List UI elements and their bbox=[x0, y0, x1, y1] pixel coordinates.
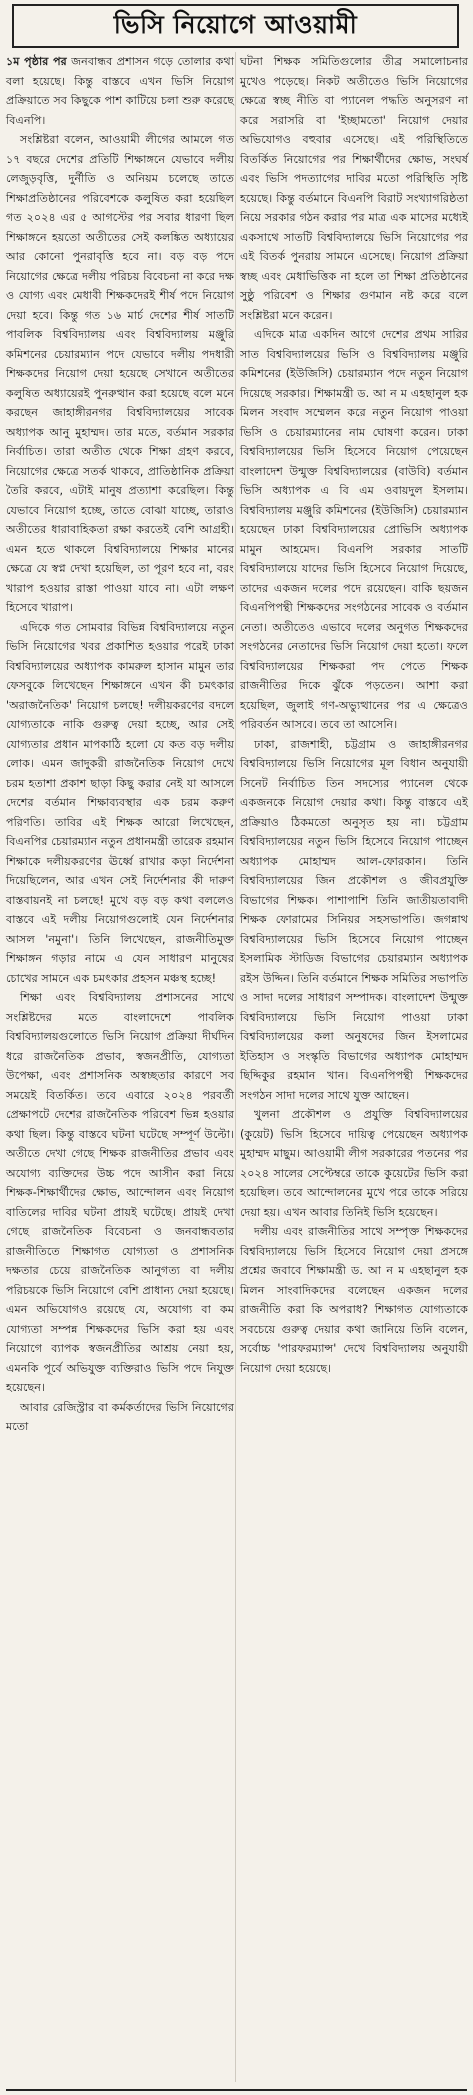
left-paragraph-5: আবার রেজিস্ট্রার বা কর্মকর্তাদের ভিসি নিয়োগের মতো bbox=[6, 1400, 234, 1433]
right-paragraph-2: এদিকে মাত্র একদিন আগে দেশের প্রথম সারির সাত বিশ্ববিদ্যালয়ের ভিসি ও বিশ্ববিদ্যালয় মঞ্জুরি কমিশনের (ইউজিসি) চেয়ারম্যান পদে নতুন নিয়োগ দিয়েছে সরকার। শিক্ষামন্ত্রী ড. আ ন ম এহছানুল হক মিলন সংবাদ সম্মেলন করে নতুন নিয়োগ পাওয়া ভিসি ও চেয়ারম্যানের নাম ঘোষণা করেন। ঢাকা বিশ্ববিদ্যালয়ের ভিসি হিসেবে নিয়োগ পেয়েছেন বাংলাদেশ উন্মুক্ত বিশ্ববিদ্যালয়ের (বাউবি) বর্তমান ভিসি অধ্যাপক এ বি এম ওবায়দুল ইসলাম। বিশ্ববিদ্যালয় মঞ্জুরি কমিশনের (ইউজিসি) চেয়ারম্যান হয়েছেন ঢাকা বিশ্ববিদ্যালয়ের প্রোভিসি অধ্যাপক মামুন আহমেদ। বিএনপি সরকার সাতটি বিশ্ববিদ্যালয়ে যাদের ভিসি হিসেবে নিয়োগ দিয়েছে, তাদের একজন দলের পদে রয়েছেন। বাকি ছয়জন বিএনপিপন্থী শিক্ষকদের সংগঠনের সাবেক ও বর্তমান নেতা। অতীতেও এভাবে দলের অনুগত শিক্ষকদের সংগঠনের নেতাদের ভিসি নিয়োগ দেয়া হতো। ফলে বিশ্ববিদ্যালয়ের শিক্ষকরা পদ পেতে শিক্ষক রাজনীতির দিকে ঝুঁকে পড়তেন। আশা করা হয়েছিল, জুলাই গণ-অভ্যুত্থানের পর এ ক্ষেত্রেও পরিবর্তন আসবে। তবে তা আসেনি। bbox=[240, 328, 468, 731]
right-column bbox=[240, 52, 468, 1378]
right-paragraph-3: ঢাকা, রাজশাহী, চট্টগ্রাম ও জাহাঙ্গীরনগর বিশ্ববিদ্যালয়ে ভিসি নিয়োগের মূল বিধান অনুযায়ী সিনেট নির্বাচিত তিন সদস্যের প্যানেল থেকে একজনকে নিয়োগ দেয়ার কথা। কিন্তু বাস্তবে এই প্রক্রিয়াও ঠিকমতো অনুসৃত হয় না। চট্টগ্রাম বিশ্ববিদ্যালয়ের নতুন ভিসি হিসেবে নিয়োগ পাচ্ছেন অধ্যাপক মোহাম্মদ আল-ফোরকান। তিনি বিশ্ববিদ্যালয়ের জিন প্রকৌশল ও জীবপ্রযুক্তি বিভাগের শিক্ষক। পাশাপাশি তিনি জাতীয়তাবাদী শিক্ষক ফোরামের সিনিয়র সহসভাপতি। জগন্নাথ বিশ্ববিদ্যালয়ের ভিসি হিসেবে নিয়োগ পাচ্ছেন ইসলামিক স্টাডিজ বিভাগের চেয়ারম্যান অধ্যাপক রইস উদ্দিন। তিনি বর্তমানে শিক্ষক সমিতির সভাপতি ও সাদা দলের সাধারণ সম্পাদক। বাংলাদেশ উন্মুক্ত বিশ্ববিদ্যালয়ে ভিসি নিয়োগ পাওয়া ঢাকা বিশ্ববিদ্যালয়ের কলা অনুষদের জিন ইসলামের ইতিহাস ও সংস্কৃতি বিভাগের অধ্যাপক মোহাম্মদ ছিদ্দিকুর রহমান খান। বিএনপিপন্থী শিক্ষকদের সংগঠন সাদা দলের সাথে যুক্ত আছেন। bbox=[240, 737, 468, 1102]
bottom-rule bbox=[6, 2089, 467, 2091]
headline: ভিসি নিয়োগে আওয়ামী bbox=[113, 9, 358, 39]
left-paragraph-2: সংশ্লিষ্টরা বলেন, আওয়ামী লীগের আমলে গত ১৭ বছরে দেশের প্রতিটি শিক্ষাঙ্গনে যেভাবে দলীয় লেজুড়বৃত্তি, দুর্নীতি ও অনিয়ম চলেছে তাতে শিক্ষাপ্রতিষ্ঠানের পরিবেশকে কলুষিত করা হয়েছিল গত ২০২৪ এর ৫ আগস্টের পর সবার ধারণা ছিল শিক্ষাঙ্গনে হয়তো অতীতের সেই কলঙ্কিত অধ্যায়ের আর কোনো পুনরাবৃত্তি হবে না। বড় বড় পদে নিয়োগের ক্ষেত্রে দলীয় পরিচয় বিবেচনা না করে দক্ষ ও যোগ্য এবং মেধাবী শিক্ষকদেরই শীর্ষ পদে নিয়োগ দেয়া হবে। কিন্তু গত ১৬ মার্চ দেশের শীর্ষ সাতটি পাবলিক বিশ্ববিদ্যালয় এবং বিশ্ববিদ্যালয় মঞ্জুরি কমিশনের চেয়ারম্যান পদে যেভাবে দলীয় পদধারী শিক্ষকদের নিয়োগ দেয়া হয়েছে সেখানে অতীতের কলুষিত অধ্যায়েরই পুনরুত্থান করা হয়েছে বলে মনে করছেন জাহাঙ্গীরনগর বিশ্ববিদ্যালয়ের সাবেক অধ্যাপক আনু মুহাম্মদ। তার মতে, বর্তমান সরকার নির্বাচিত। তারা অতীত থেকে শিক্ষা গ্রহণ করবে, নিয়োগের ক্ষেত্রে সতর্ক থাকবে, প্রাতিষ্ঠানিক প্রক্রিয়া তৈরি করবে, এটাই মানুষ প্রত্যাশা করেছিল। কিন্তু যেভাবে নিয়োগ হচ্ছে, তাতে বোঝা যাচ্ছে, তারাও অতীতের ধারাবাহিকতা রক্ষা করতেই বেশি আগ্রহী। এমন হতে থাকলে বিশ্ববিদ্যালয়ে শিক্ষার মানের ক্ষেত্রে যে স্বপ্ন দেখা হয়েছিল, তা পূরণ হবে না, বরং খারাপ হওয়ার রাস্তা পাওয়া যাবে না। এটা লক্ষণ হিসেবে খারাপ। bbox=[6, 133, 234, 614]
left-column bbox=[6, 52, 234, 1437]
column-divider bbox=[235, 52, 236, 2082]
left-paragraph-1 bbox=[6, 52, 234, 130]
left-paragraph-3: এদিকে গত সোমবার বিভিন্ন বিশ্ববিদ্যালয়ে নতুন ভিসি নিয়োগের খবর প্রকাশিত হওয়ার পরেই ঢাকা বিশ্ববিদ্যালয়ের অধ্যাপক কামরুল হাসান মামুন তার ফেসবুকে লিখেছেন শিক্ষাঙ্গনে এখন কী চমৎকার 'অরাজনৈতিক' নিয়োগ চলছে! দলীয়করণের বদলে যোগ্যতাকে নাকি গুরুত্ব দেয়া হচ্ছে, আর সেই যোগ্যতার প্রধান মাপকাঠি হলো যে কত বড় দলীয় লোক। এমন জাদুকরী রাজনৈতিক নিয়োগ দেখে চরম হতাশা প্রকাশ ছাড়া কিছু করার নেই যা আসলে দেশের বর্তমান শিক্ষাব্যবস্থার এক চরম করুণ পরিণতি। তাবির এই শিক্ষক আরো লিখেছেন, বিএনপির চেয়ারম্যান নতুন প্রধানমন্ত্রী তারেক রহমান শিক্ষাকে দলীয়করণের ঊর্ধ্বে রাখার কড়া নির্দেশনা দিয়েছিলেন, আর এখন সেই নির্দেশনার কী দারুণ বাস্তবায়নই না চলছে! মুখে বড় বড় কথা বললেও বাস্তবে এই দলীয় নিয়োগগুলোই যেন নির্দেশনার আসল 'নমুনা'। তিনি লিখেছেন, রাজনীতিমুক্ত শিক্ষাঙ্গন গড়ার নামে এ যেন সাধারণ মানুষের চোখের সামনে এক চমৎকার প্রহসন মঞ্চস্থ হচ্ছে! bbox=[6, 620, 234, 985]
left-paragraph-1-text: জনবান্ধব প্রশাসন গড়ে তোলার কথা বলা হয়েছে। কিন্তু বাস্তবে এখন ভিসি নিয়োগ প্রক্রিয়াতে সব কিছুকে পাশ কাটিয়ে চলা শুরু করেছে বিএনপি। bbox=[6, 55, 235, 127]
right-paragraph-1: ঘটনা শিক্ষক সমিতিগুলোর তীব্র সমালোচনার মুখেও পড়েছে। নিকট অতীতেও ভিসি নিয়োগের ক্ষেত্রে স্বচ্ছ নীতি বা প্যানেল পদ্ধতি অনুসরণ না করে সরাসরি বা 'ইচ্ছামতো' নিয়োগ দেয়ার অভিযোগও বহুবার এসেছে। এই পরিস্থিতিতে বিতর্কিত নিয়োগের পর শিক্ষার্থীদের ক্ষোভ, সংঘর্ষ এবং ভিসি পদত্যাগের দাবির মতো পরিস্থিতি সৃষ্টি হয়েছে। কিন্তু বর্তমানে বিএনপি বিরাট সংখ্যাগরিষ্ঠতা নিয়ে সরকার গঠন করার পর মাত্র এক মাসের মধ্যেই একসাথে সাতটি বিশ্ববিদ্যালয়ে ভিসি নিয়োগের পর এই বিতর্ক পুনরায় সামনে এসেছে। নিয়োগ প্রক্রিয়া স্বচ্ছ এবং মেধাভিত্তিক না হলে তা শিক্ষা প্রতিষ্ঠানের সুষ্ঠু পরিবেশ ও শিক্ষার গুণমান নষ্ট করে বলে সংশ্লিষ্টরা মনে করেন। bbox=[240, 55, 468, 322]
headline-box bbox=[12, 4, 459, 48]
right-paragraph-4: খুলনা প্রকৌশল ও প্রযুক্তি বিশ্ববিদ্যালয়ের (কুয়েট) ভিসি হিসেবে দায়িত্ব পেয়েছেন অধ্যাপক মুহাম্মদ মাছুম। আওয়ামী লীগ সরকারের পতনের পর ২০২৪ সালের সেপ্টেম্বরে তাকে কুয়েটের ভিসি করা হয়েছিল। তবে আন্দোলনের মুখে পরে তাকে সরিয়ে দেয়া হয়। এখন আবার তিনিই ভিসি হয়েছেন। bbox=[240, 1108, 468, 1219]
left-paragraph-4: শিক্ষা এবং বিশ্ববিদ্যালয় প্রশাসনের সাথে সংশ্লিষ্টদের মতে বাংলাদেশে পাবলিক বিশ্ববিদ্যালয়গুলোতে ভিসি নিয়োগ প্রক্রিয়া দীর্ঘদিন ধরে রাজনৈতিক প্রভাব, স্বজনপ্রীতি, যোগ্যতা উপেক্ষা, এবং প্রশাসনিক অস্বচ্ছতার কারণে সব সময়েই বিতর্কিত। তবে এবারে ২০২৪ পরবর্তী প্রেক্ষাপটে দেশের রাজনৈতিক পরিবেশ ভিন্ন হওয়ার কথা ছিল। কিন্তু বাস্তবে ঘটনা ঘটেছে সম্পূর্ণ উল্টো। অতীতে দেখা গেছে শিক্ষক রাজনীতির প্রভাব এবং অযোগ্য ব্যক্তিদের উচ্চ পদে আসীন করা নিয়ে শিক্ষক-শিক্ষার্থীদের ক্ষোভ, আন্দোলন এবং নিয়োগ বাতিলের দাবির ঘটনা প্রায়ই ঘটেছে। প্রায়ই দেখা গেছে রাজনৈতিক বিবেচনা ও জনবান্ধবতার রাজনীতিতে শিক্ষাগত যোগ্যতা ও প্রশাসনিক দক্ষতার চেয়ে রাজনৈতিক আনুগত্য বা দলীয় পরিচয়কে ভিসি নিয়োগে বেশি প্রাধান্য দেয়া হয়েছে। এমন অভিযোগও রয়েছে যে, অযোগ্য বা কম যোগ্যতা সম্পন্ন শিক্ষকদের ভিসি করা হয় এবং নিয়োগে ব্যাপক স্বজনপ্রীতির আশ্রয় নেয়া হয়, এমনকি পূর্বে অভিযুক্ত ব্যক্তিরাও ভিসি পদে নিযুক্ত হয়েছেন। bbox=[6, 991, 234, 1394]
continuation-kicker: ১ম পৃষ্ঠার পর bbox=[6, 55, 67, 68]
right-paragraph-5: দলীয় এবং রাজনীতির সাথে সম্পৃক্ত শিক্ষকদের বিশ্ববিদ্যালয়ে ভিসি হিসেবে নিয়োগ দেয়া প্রসঙ্গে প্রশ্নের জবাবে শিক্ষামন্ত্রী ড. আ ন ম এহছানুল হক মিলন সাংবাদিকদের বলেছেন একজন দলের রাজনীতি করা কি অপরাধ? শিক্ষাগত যোগ্যতাকে সবচেয়ে গুরুত্ব দেয়ার কথা জানিয়ে তিনি বলেন, সর্বোচ্চ 'পারফরম্যান্স' দেখে বিশ্ববিদ্যালয় অনুযায়ী নিয়োগ দেয়া হয়েছে। bbox=[240, 1225, 468, 1375]
